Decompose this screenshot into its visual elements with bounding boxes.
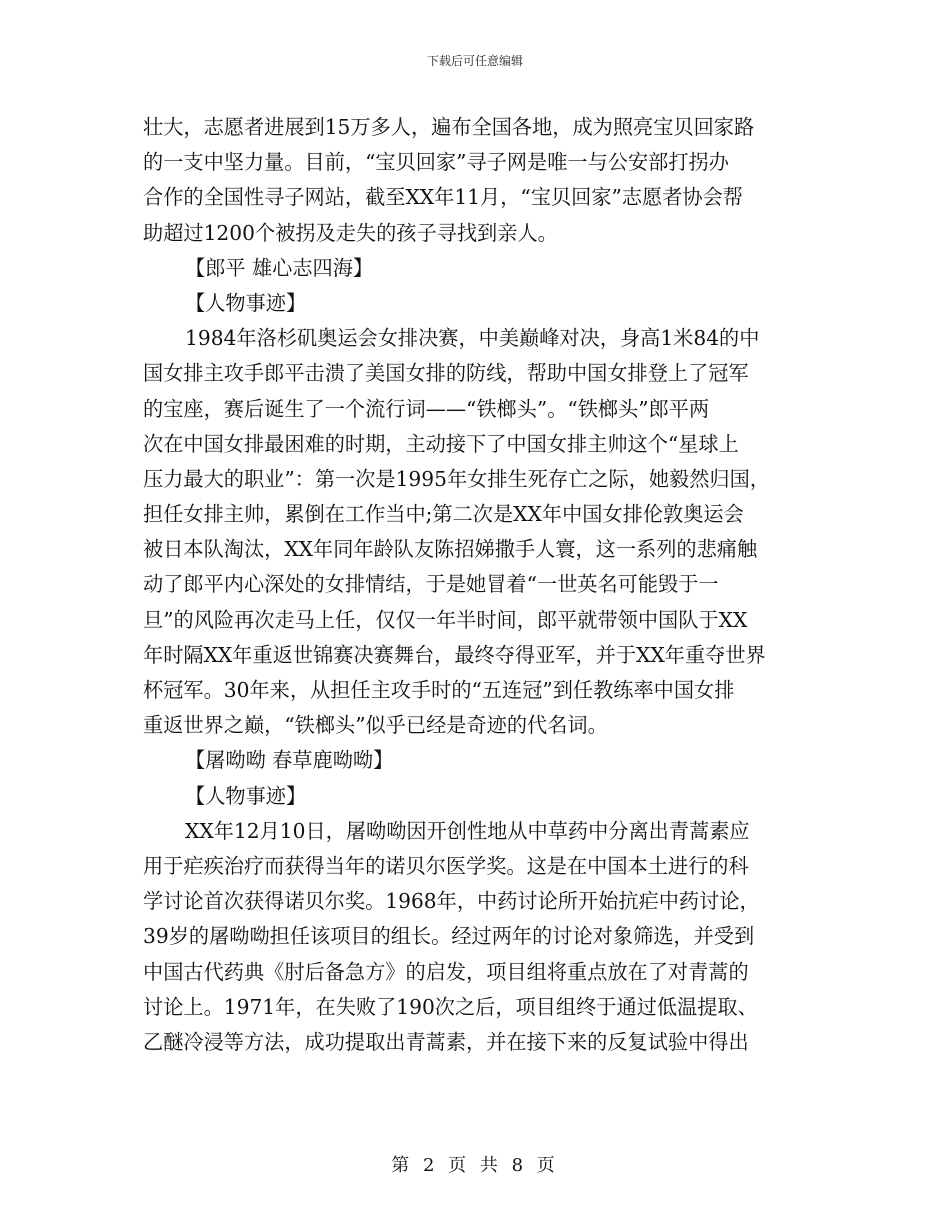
subsection-heading: 【人物事迹】 — [185, 783, 307, 808]
document-body — [143, 110, 815, 1060]
text-line: 讨论上。1971年，在失败了190次之后，项目组终于通过低温提取、 — [143, 994, 758, 1019]
text-line: 担任女排主帅，累倒在工作当中;第二次是XX年中国女排伦敦奥运会 — [143, 502, 744, 527]
page-header: 下载后可任意编辑 — [426, 54, 523, 68]
text-line: 动了郎平内心深处的女排情结，于是她冒着“一世英名可能毁于一 — [143, 572, 719, 597]
text-line: 杯冠军。30年来，从担任主攻手时的“五连冠”到任教练率中国女排 — [143, 678, 735, 702]
text-line: 年时隔XX年重返世锦赛决赛舞台，最终夺得亚军，并于XX年重夺世界 — [143, 642, 766, 667]
page-number-footer: 第 2 页 共 8 页 — [391, 1155, 559, 1176]
text-line: 乙醚冷浸等方法，成功提取出青蒿素，并在接下来的反复试验中得出 — [143, 1029, 749, 1054]
section-heading-langping: 【郎平 雄心志四海】 — [185, 255, 374, 280]
text-line: 旦”的风险再次走马上任，仅仅一年半时间，郎平就带领中国队于XX — [143, 607, 748, 632]
text-line: 合作的全国性寻子网站，截至XX年11月，“宝贝回家”志愿者协会帮 — [143, 185, 743, 210]
text-line: 被日本队淘汰，XX年同年龄队友陈招娣撒手人寰，这一系列的悲痛触 — [143, 537, 758, 562]
text-line: 39岁的屠呦呦担任该项目的组长。经过两年的讨论对象筛选，并受到 — [143, 924, 755, 949]
text-line: 的宝座，赛后诞生了一个流行词——“铁榔头”。“铁榔头”郎平两 — [143, 396, 710, 421]
text-line: 中国古代药典《肘后备急方》的启发，项目组将重点放在了对青蒿的 — [143, 959, 749, 984]
subsection-heading: 【人物事迹】 — [185, 290, 307, 315]
text-line: 1984年洛杉矶奥运会女排决赛，中美巅峰对决，身高1米84的中 — [185, 326, 760, 351]
text-line: 国女排主攻手郎平击溃了美国女排的防线，帮助中国女排登上了冠军 — [143, 361, 749, 386]
text-line: XX年12月10日，屠呦呦因开创性地从中草药中分离出青蒿素应 — [185, 818, 750, 843]
text-line: 次在中国女排最困难的时期，主动接下了中国女排主帅这个“星球上 — [143, 431, 739, 456]
text-line: 压力最大的职业”：第一次是1995年女排生死存亡之际，她毅然归国， — [143, 466, 770, 491]
text-line: 助超过1200个被拐及走失的孩子寻找到亲人。 — [143, 220, 558, 245]
section-heading-tuyouyou: 【屠呦呦 春草鹿呦呦】 — [185, 748, 394, 773]
text-line: 重返世界之巅，“铁榔头”似乎已经是奇迹的代名词。 — [143, 713, 608, 738]
text-line: 用于疟疾治疗而获得当年的诺贝尔医学奖。这是在中国本土进行的科 — [143, 853, 749, 878]
text-line: 学讨论首次获得诺贝尔奖。1968年，中药讨论所开始抗疟中药讨论， — [143, 889, 760, 914]
text-line: 壮大，志愿者进展到15万多人，遍布全国各地，成为照亮宝贝回家路 — [143, 115, 755, 139]
text-line: 的一支中坚力量。目前，“宝贝回家”寻子网是唯一与公安部打拐办 — [143, 150, 729, 175]
